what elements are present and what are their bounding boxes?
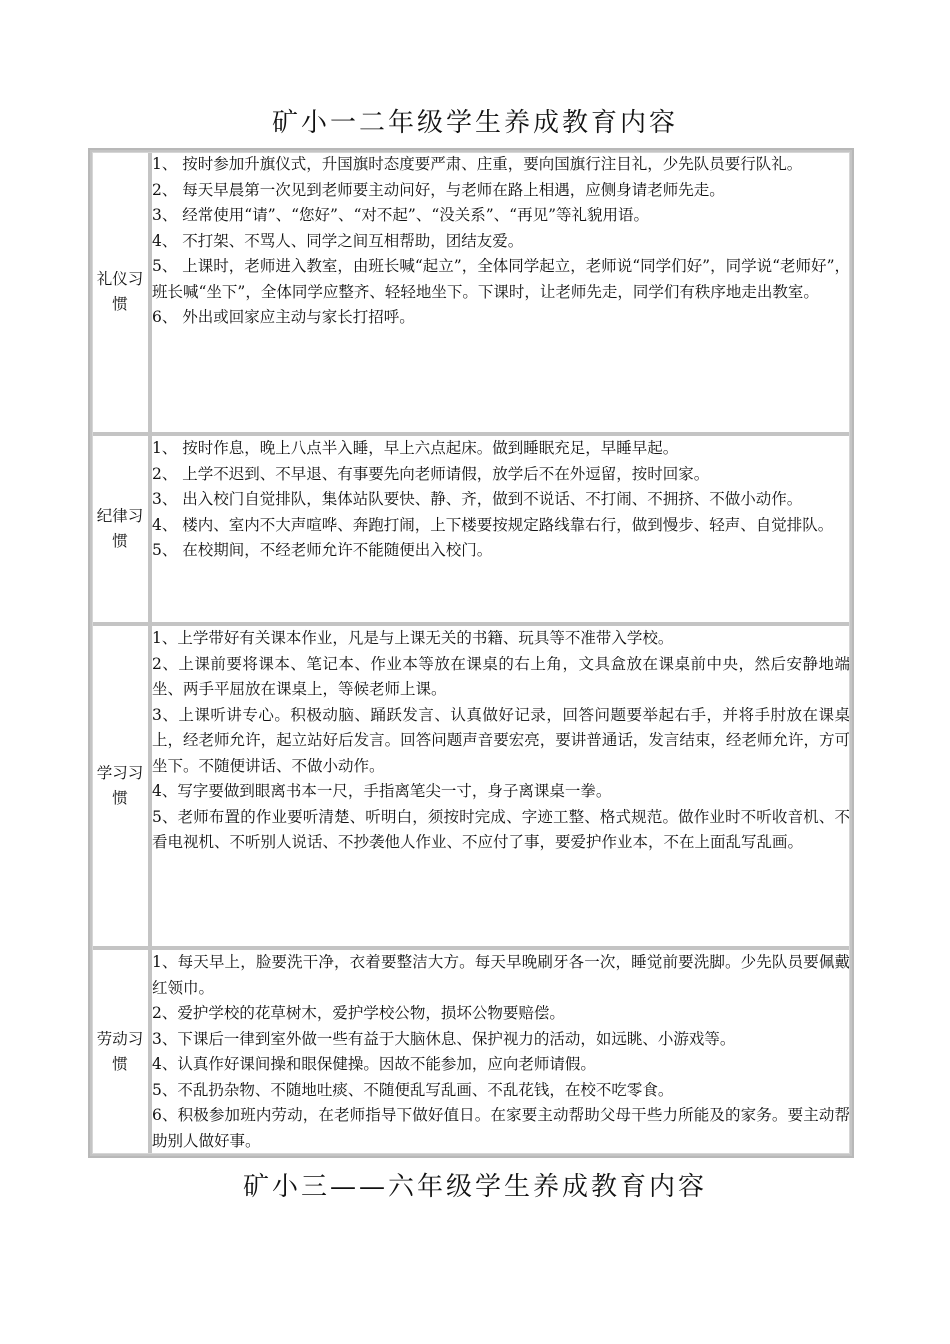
list-item: 4、 楼内、室内不大声喧哗、奔跑打闹，上下楼要按规定路线靠右行，做到慢步、轻声、自觉排队。: [152, 515, 834, 534]
list-item: 6、积极参加班内劳动，在老师指导下做好值日。在家要主动帮助父母干些力所能及的家务。要主动帮助别人做好事。: [152, 1106, 850, 1150]
habits-table: [88, 148, 854, 1158]
category-label: 学习习惯: [96, 763, 144, 807]
category-cell: [90, 948, 150, 1156]
page-title: 矿小一二年级学生养成教育内容: [271, 108, 678, 138]
category-label: 礼仪习惯: [96, 269, 144, 313]
section-title: 矿小三——六年级学生养成教育内容: [242, 1172, 707, 1202]
content-cell: [150, 948, 852, 1156]
content-cell: [150, 150, 852, 434]
list-item: 2、上课前要将课本、笔记本、作业本等放在课桌的右上角，文具盒放在课桌前中央，然后安静地端坐、两手平屈放在课桌上，等候老师上课。: [152, 654, 850, 698]
category-cell: [90, 150, 150, 434]
list-item: 2、 每天早晨第一次见到老师要主动问好，与老师在路上相遇，应侧身请老师先走。: [152, 180, 725, 199]
category-label: 纪律习惯: [96, 506, 144, 550]
list-item: 1、上学带好有关课本作业，凡是与上课无关的书籍、玩具等不准带入学校。: [152, 629, 674, 647]
category-label: 劳动习惯: [96, 1029, 144, 1073]
list-item: 3、 经常使用“请”、“您好”、“对不起”、“没关系”、“再见”等礼貌用语。: [152, 206, 650, 224]
list-item: 4、写字要做到眼离书本一尺，手指离笔尖一寸，身子离课桌一拳。: [152, 782, 612, 800]
table-row: [90, 624, 852, 948]
table-row: [90, 948, 852, 1156]
content-cell: [150, 434, 852, 624]
list-item: 6、 外出或回家应主动与家长打招呼。: [152, 308, 415, 326]
list-item: 3、下课后一律到室外做一些有益于大脑休息、保护视力的活动，如远眺、小游戏等。: [152, 1029, 736, 1048]
list-item: 5、 在校期间，不经老师允许不能随便出入校门。: [152, 541, 493, 559]
list-item: 2、 上学不迟到、不早退、有事要先向老师请假，放学后不在外逗留，按时回家。: [152, 464, 710, 483]
list-item: 1、 按时参加升旗仪式，升国旗时态度要严肃、庄重，要向国旗行注目礼，少先队员要行队礼。: [152, 155, 803, 173]
list-item: 5、 上课时，老师进入教室，由班长喊“起立”，全体同学起立，老师说“同学们好”，同学说“老师好”，班长喊“坐下”，全体同学应整齐、轻轻地坐下。下课时，让老师先走，同学们有秩序地走出教室。: [152, 257, 850, 301]
category-cell: [90, 434, 150, 624]
list-item: 2、爱护学校的花草树木，爱护学校公物，损坏公物要赔偿。: [152, 1004, 565, 1022]
category-cell: [90, 624, 150, 948]
list-item: 4、认真作好课间操和眼保健操。因故不能参加，应向老师请假。: [152, 1055, 596, 1073]
table-row: [90, 434, 852, 624]
list-item: 1、每天早上，脸要洗干净，衣着要整洁大方。每天早晚刷牙各一次，睡觉前要洗脚。少先队员要佩戴红领巾。: [152, 953, 850, 997]
list-item: 3、 出入校门自觉排队，集体站队要快、静、齐，做到不说话、不打闹、不拥挤、不做小动作。: [152, 490, 803, 508]
content-cell: [150, 624, 852, 948]
list-item: 4、 不打架、不骂人、同学之间互相帮助，团结友爱。: [152, 231, 524, 250]
list-item: 5、不乱扔杂物、不随地吐痰、不随便乱写乱画、不乱花钱，在校不吃零食。: [152, 1080, 674, 1099]
table-row: [90, 150, 852, 434]
list-item: 5、老师布置的作业要听清楚、听明白，须按时完成、字迹工整、格式规范。做作业时不听收音机、不看电视机、不听别人说话、不抄袭他人作业、不应付了事，要爱护作业本，不在上面乱写乱画。: [152, 807, 850, 851]
list-item: 3、上课听讲专心。积极动脑、踊跃发言、认真做好记录，回答问题要举起右手，并将手肘放在课桌上，经老师允许，起立站好后发言。回答问题声音要宏亮，要讲普通话，发言结束，经老师允许，方可坐下。不随便讲话、不做小动作。: [152, 705, 850, 775]
list-item: 1、 按时作息，晚上八点半入睡，早上六点起床。做到睡眠充足，早睡早起。: [152, 439, 679, 457]
